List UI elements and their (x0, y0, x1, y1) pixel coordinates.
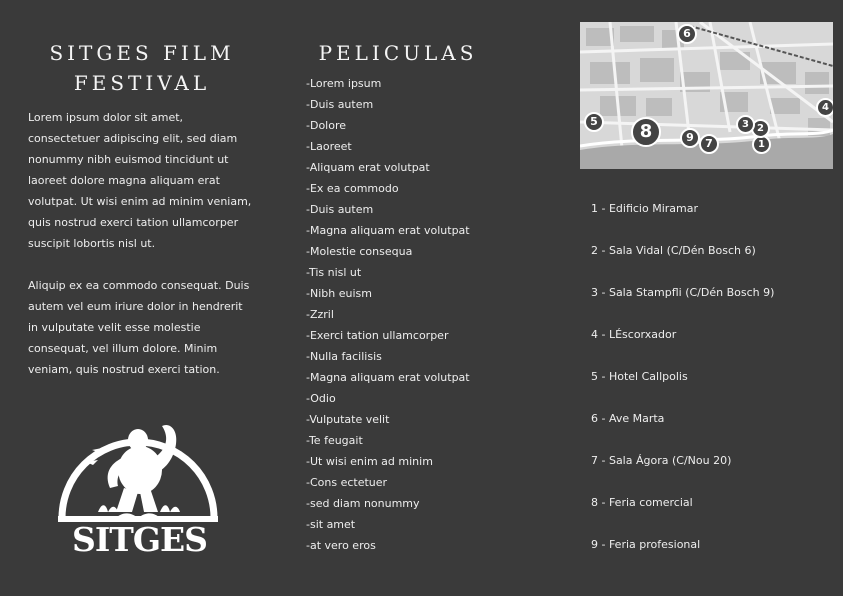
column-peliculas (306, 0, 516, 596)
map-marker: 4 (816, 98, 833, 117)
sitges-logo (58, 408, 218, 560)
film-item: -Molestie consequa (306, 245, 413, 258)
location-item: 5 - Hotel Callpolis (591, 370, 688, 383)
film-item: -Duis autem (306, 98, 374, 111)
map-marker: 3 (736, 115, 755, 134)
film-item: -Magna aliquam erat volutpat (306, 371, 470, 384)
location-item: 7 - Sala Ágora (C/Nou 20) (591, 454, 732, 467)
location-item: 4 - LÉscorxador (591, 328, 677, 341)
location-item: 9 - Feria profesional (591, 538, 701, 551)
film-item: -sed diam nonummy (306, 497, 420, 510)
film-item: -sit amet (306, 518, 356, 531)
film-item: -Tis nisl ut (306, 266, 362, 279)
location-list (591, 188, 774, 566)
location-item: 8 - Feria comercial (591, 496, 693, 509)
film-item: -Exerci tation ullamcorper (306, 329, 449, 342)
map-marker: 5 (584, 112, 604, 132)
film-item: -Cons ectetuer (306, 476, 388, 489)
peliculas-title: PELICULAS (318, 41, 478, 65)
location-item: 3 - Sala Stampfli (C/Dén Bosch 9) (591, 286, 775, 299)
map-marker: 7 (699, 134, 719, 154)
film-item: -Lorem ipsum (306, 77, 382, 90)
column-locations (580, 0, 834, 596)
film-item: -Duis autem (306, 203, 374, 216)
film-list (306, 73, 470, 556)
film-item: -Zzril (306, 308, 334, 321)
film-item: -Ut wisi enim ad minim (306, 455, 433, 468)
location-item: 2 - Sala Vidal (C/Dén Bosch 6) (591, 244, 756, 257)
film-item: -Laoreet (306, 140, 352, 153)
film-item: -at vero eros (306, 539, 376, 552)
logo-text: SITGES (72, 520, 207, 559)
film-item: -Vulputate velit (306, 413, 390, 426)
film-item: -Aliquam erat volutpat (306, 161, 430, 174)
film-item: -Nulla facilisis (306, 350, 382, 363)
film-item: -Te feugait (306, 434, 363, 447)
map-marker: 1 (752, 135, 771, 154)
map-marker: 6 (677, 24, 697, 44)
festival-title: SITGES FILM FESTIVAL (49, 41, 235, 95)
second-paragraph: Aliquip ex ea commodo consequat. Duis autem vel eum iriure dolor in hendrerit in vulputate velit esse molestie consequat, vel illum dolore. Minim veniam, quis nostrud exerci tation. (28, 279, 250, 376)
map-marker: 2 (751, 119, 770, 138)
intro-paragraph: Lorem ipsum dolor sit amet, consectetuer adipiscing elit, sed diam nonummy nibh euismod tincidunt ut laoreet dolore magna aliquam erat volutpat. Ut wisi enim ad minim veniam, quis nostrud exerci tation ullamcorper suscipit lobortis nisl ut. (28, 111, 252, 250)
film-item: -Nibh euism (306, 287, 372, 300)
map-marker: 9 (680, 128, 700, 148)
film-item: -Ex ea commodo (306, 182, 399, 195)
film-item: -Odio (306, 392, 336, 405)
film-item: -Dolore (306, 119, 347, 132)
location-item: 1 - Edificio Miramar (591, 202, 698, 215)
map-marker: 8 (631, 117, 661, 147)
street-map (580, 22, 833, 169)
column-festival-info (28, 0, 256, 596)
location-item: 6 - Ave Marta (591, 412, 665, 425)
film-item: -Magna aliquam erat volutpat (306, 224, 470, 237)
